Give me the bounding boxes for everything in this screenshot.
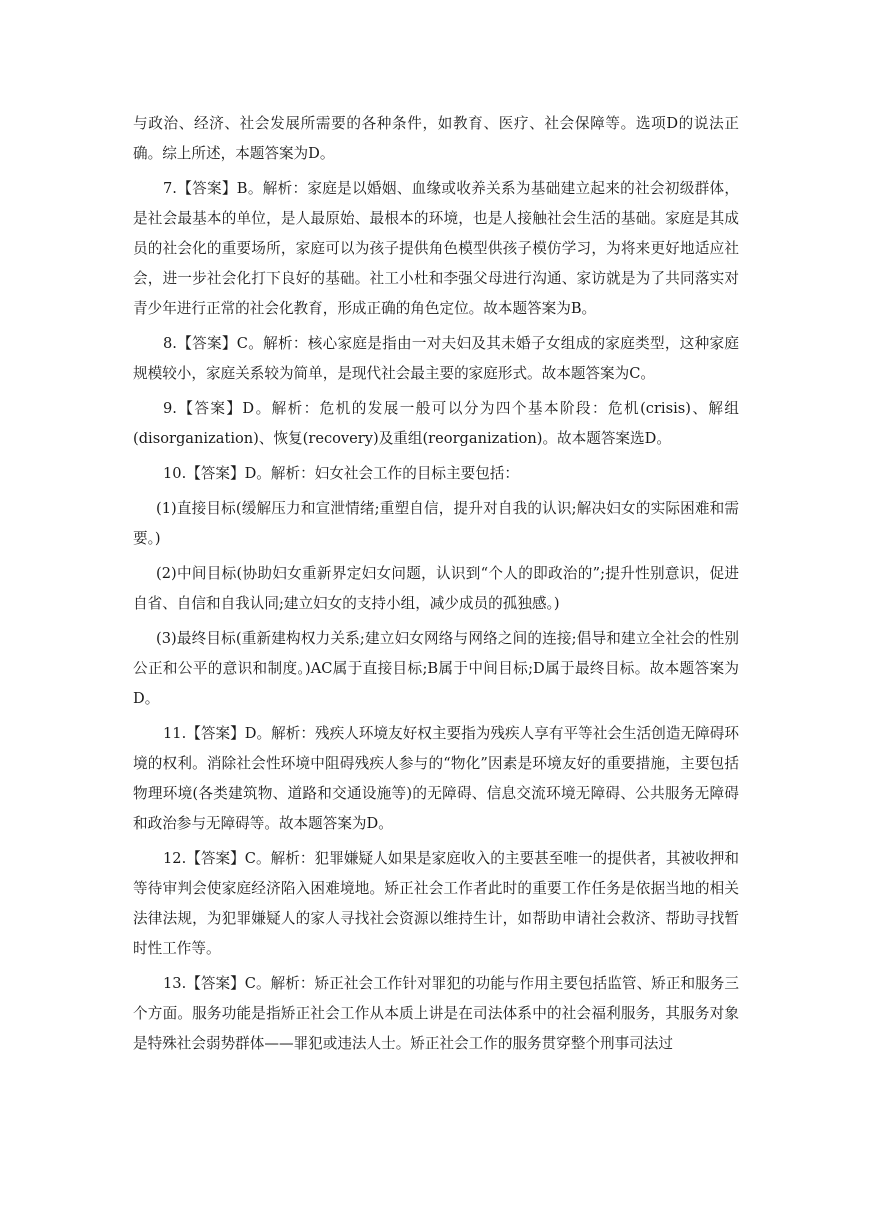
answer-11: 11.【答案】D。解析：残疾人环境友好权主要指为残疾人享有平等社会生活创造无障碍环境的权利。消除社会性环境中阻碍残疾人参与的“物化”因素是环境友好的重要措施，主要包括物理环境(各类建筑物、道路和交通设施等)的无障碍、信息交流环境无障碍、公共服务无障碍和政治参与无障碍等。故本题答案为D。 xyxy=(133,725,739,832)
answer-10-goal-1: (1)直接目标(缓解压力和宣泄情绪;重塑自信，提升对自我的认识;解决妇女的实际困难和需要。) xyxy=(133,500,739,547)
answer-10-goal-3: (3)最终目标(重新建构权力关系;建立妇女网络与网络之间的连接;倡导和建立全社会的性别公正和公平的意识和制度。)AC属于直接目标;B属于中间目标;D属于最终目标。故本题答案为D。 xyxy=(133,630,739,707)
answer-13: 13.【答案】C。解析：矫正社会工作针对罪犯的功能与作用主要包括监管、矫正和服务三个方面。服务功能是指矫正社会工作从本质上讲是在司法体系中的社会福利服务，其服务对象是特殊社会弱势群体——罪犯或违法人士。矫正社会工作的服务贯穿整个刑事司法过 xyxy=(133,975,739,1052)
document-body xyxy=(133,109,739,1064)
answer-8: 8.【答案】C。解析：核心家庭是指由一对夫妇及其未婚子女组成的家庭类型，这种家庭规模较小，家庭关系较为简单，是现代社会最主要的家庭形式。故本题答案为C。 xyxy=(133,335,739,382)
answer-7: 7.【答案】B。解析：家庭是以婚姻、血缘或收养关系为基础建立起来的社会初级群体，是社会最基本的单位，是人最原始、最根本的环境，也是人接触社会生活的基础。家庭是其成员的社会化的重要场所，家庭可以为孩子提供角色模型供孩子模仿学习，为将来更好地适应社会，进一步社会化打下良好的基础。社工小杜和李强父母进行沟通、家访就是为了共同落实对青少年进行正常的社会化教育，形成正确的角色定位。故本题答案为B。 xyxy=(133,180,739,317)
answer-12: 12.【答案】C。解析：犯罪嫌疑人如果是家庭收入的主要甚至唯一的提供者，其被收押和等待审判会使家庭经济陷入困难境地。矫正社会工作者此时的重要工作任务是依据当地的相关法律法规，为犯罪嫌疑人的家人寻找社会资源以维持生计，如帮助申请社会救济、帮助寻找暂时性工作等。 xyxy=(133,850,739,957)
answer-10-goal-2: (2)中间目标(协助妇女重新界定妇女问题，认识到“个人的即政治的”;提升性别意识，促进自省、自信和自我认同;建立妇女的支持小组，减少成员的孤独感。) xyxy=(133,565,739,612)
answer-9: 9.【答案】D。解析：危机的发展一般可以分为四个基本阶段：危机(crisis)、解组(disorganization)、恢复(recovery)及重组(reorganization)。故本题答案选D。 xyxy=(133,400,739,447)
paragraph-continuation: 与政治、经济、社会发展所需要的各种条件，如教育、医疗、社会保障等。选项D的说法正确。综上所述，本题答案为D。 xyxy=(133,115,739,162)
answer-10: 10.【答案】D。解析：妇女社会工作的目标主要包括： xyxy=(163,465,519,482)
